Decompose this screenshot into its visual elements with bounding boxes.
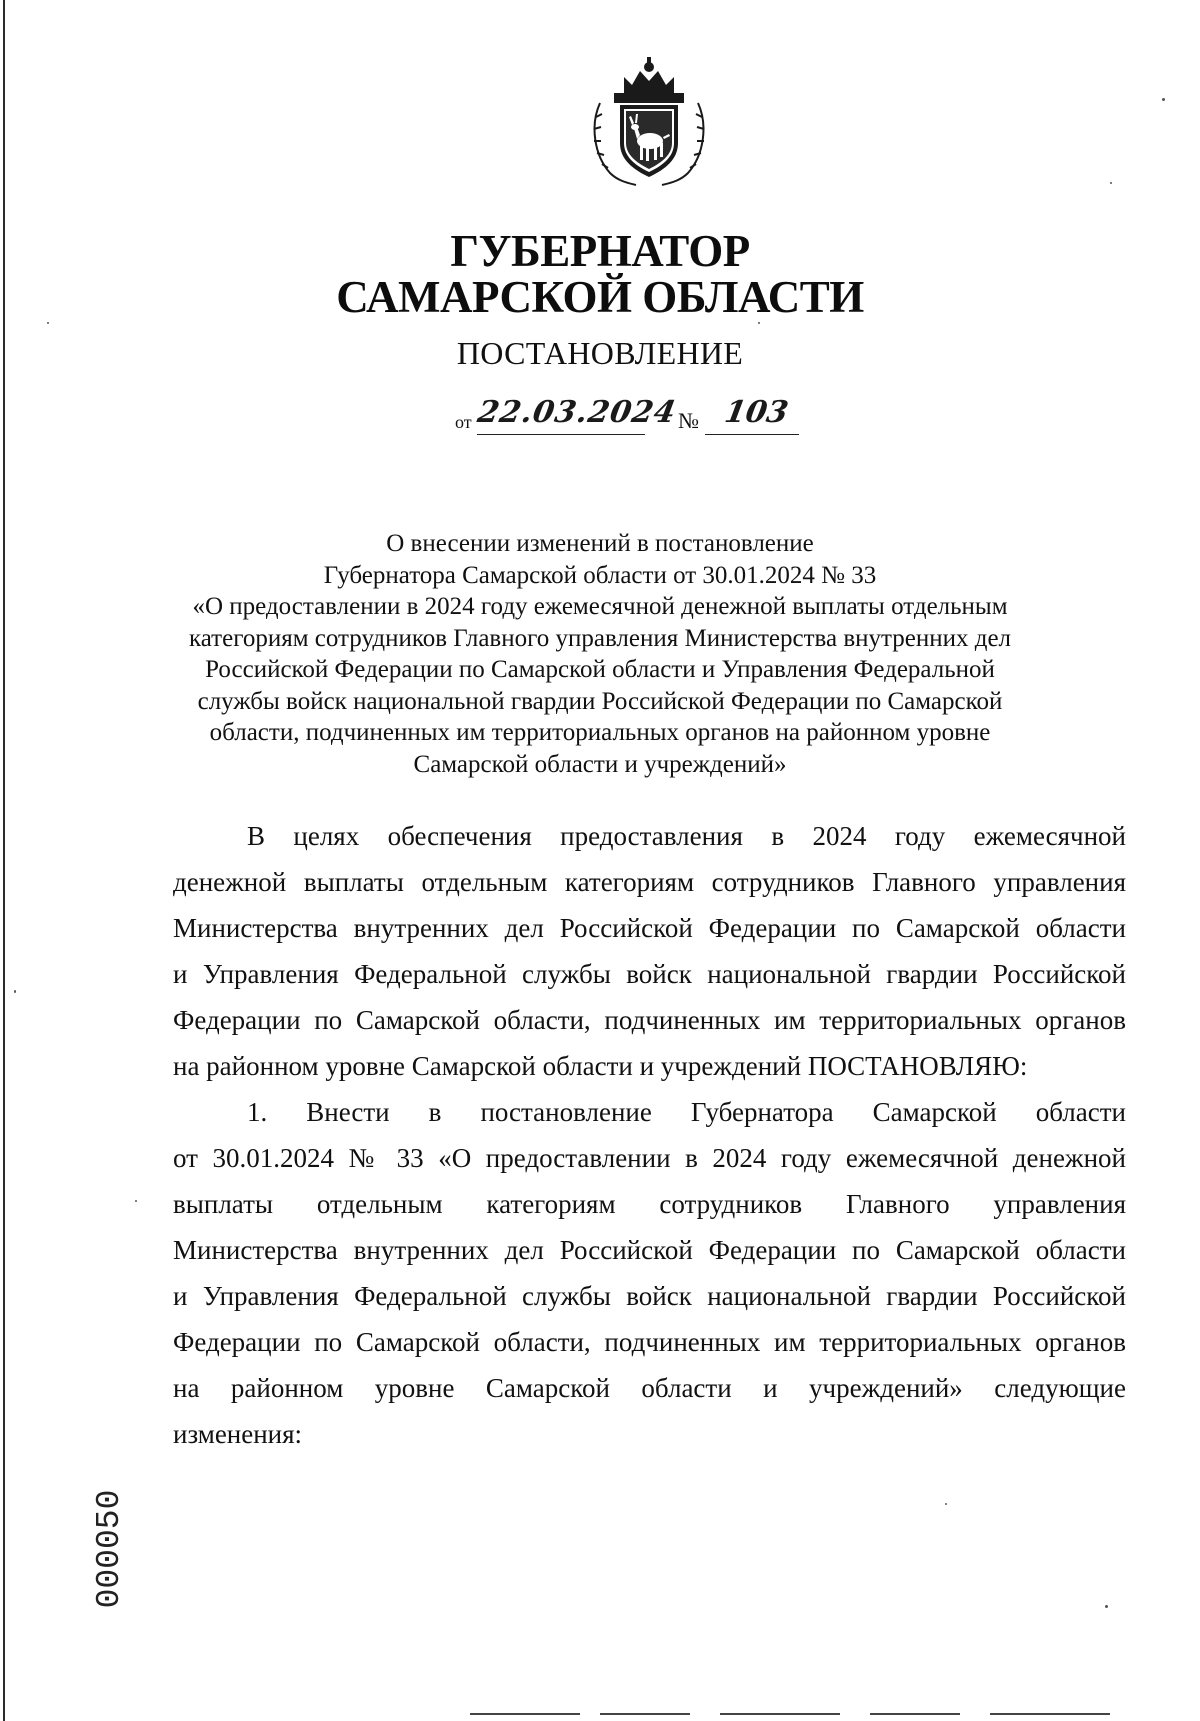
preamble-line: Федерации по Самарской области, подчиненных им территориальных органов: [173, 1005, 1126, 1035]
bottom-scan-mark: [470, 1713, 580, 1715]
preamble-line: и Управления Федеральной службы войск национальной гвардии Российской: [173, 959, 1126, 989]
scan-speck: [14, 990, 16, 993]
scan-speck: [1162, 98, 1165, 101]
bottom-scan-mark: [990, 1713, 1110, 1715]
item1-line: изменения:: [173, 1419, 303, 1449]
bottom-scan-mark: [870, 1713, 960, 1715]
org-title-line2: САМАРСКОЙ ОБЛАСТИ: [336, 272, 864, 322]
subject-line: Российской Федерации по Самарской области и Управления Федеральной: [205, 656, 995, 683]
item1-line: Министерства внутренних дел Российской Федерации по Самарской области: [173, 1235, 1126, 1265]
preamble-line: В целях обеспечения предоставления в 2024 году ежемесячной: [247, 821, 1126, 851]
document-type: ПОСТАНОВЛЕНИЕ: [456, 335, 744, 371]
subject-line: Самарской области и учреждений»: [413, 750, 787, 778]
subject-line: категориям сотрудников Главного управления Министерства внутренних дел: [188, 624, 1012, 652]
bottom-scan-mark: [600, 1713, 690, 1715]
item1-line: на районном уровне Самарской области и учреждений» следующие: [173, 1373, 1126, 1403]
subject-line: «О предоставлении в 2024 году ежемесячной денежной выплаты отдельным: [192, 593, 1008, 620]
preamble-line: Министерства внутренних дел Российской Федерации по Самарской области: [173, 913, 1126, 943]
item1-line: и Управления Федеральной службы войск национальной гвардии Российской: [173, 1281, 1126, 1311]
preamble-line: денежной выплаты отдельным категориям сотрудников Главного управления: [173, 867, 1126, 897]
handwritten-number: 103: [721, 395, 791, 430]
item1-line: выплаты отдельным категориям сотрудников Главного управления: [173, 1189, 1126, 1219]
scan-speck: [47, 322, 49, 324]
subject-line: Губернатора Самарской области от 30.01.2024 № 33: [323, 561, 877, 589]
item1-line: 1. Внести в постановление Губернатора Самарской области: [247, 1097, 1126, 1127]
handwritten-date: 22.03.2024: [474, 395, 679, 430]
document-subject: [160, 528, 1040, 780]
subject-line: области, подчиненных им территориальных органов на районном уровне: [209, 719, 991, 746]
scan-speck: [1105, 1605, 1108, 1608]
scan-speck: [758, 322, 760, 324]
date-number-line: [455, 395, 855, 435]
coat-of-arms-icon: [588, 55, 710, 190]
item1-line: Федерации по Самарской области, подчиненных им территориальных органов: [173, 1327, 1126, 1357]
number-label: №: [678, 408, 699, 433]
bottom-scan-mark: [720, 1713, 840, 1715]
date-underline: [477, 434, 645, 435]
preamble-line: на районном уровне Самарской области и учреждений ПОСТАНОВЛЯЮ:: [173, 1051, 1028, 1081]
subject-line: О внесении изменений в постановление: [386, 530, 814, 557]
page-scan-edge: [3, 0, 5, 1721]
scan-speck: [1110, 182, 1112, 184]
scan-speck: [945, 1503, 947, 1505]
scan-speck: [135, 1200, 137, 1202]
item1-line: от 30.01.2024 № 33 «О предоставлении в 2024 году ежемесячной денежной: [173, 1143, 1126, 1173]
date-from-label: от: [455, 412, 472, 432]
subject-line: службы войск национальной гвардии Российской Федерации по Самарской: [197, 687, 1003, 715]
org-title-line1: ГУБЕРНАТОР: [450, 226, 750, 276]
number-underline: [705, 434, 799, 435]
side-page-number: 000050: [91, 1489, 128, 1609]
